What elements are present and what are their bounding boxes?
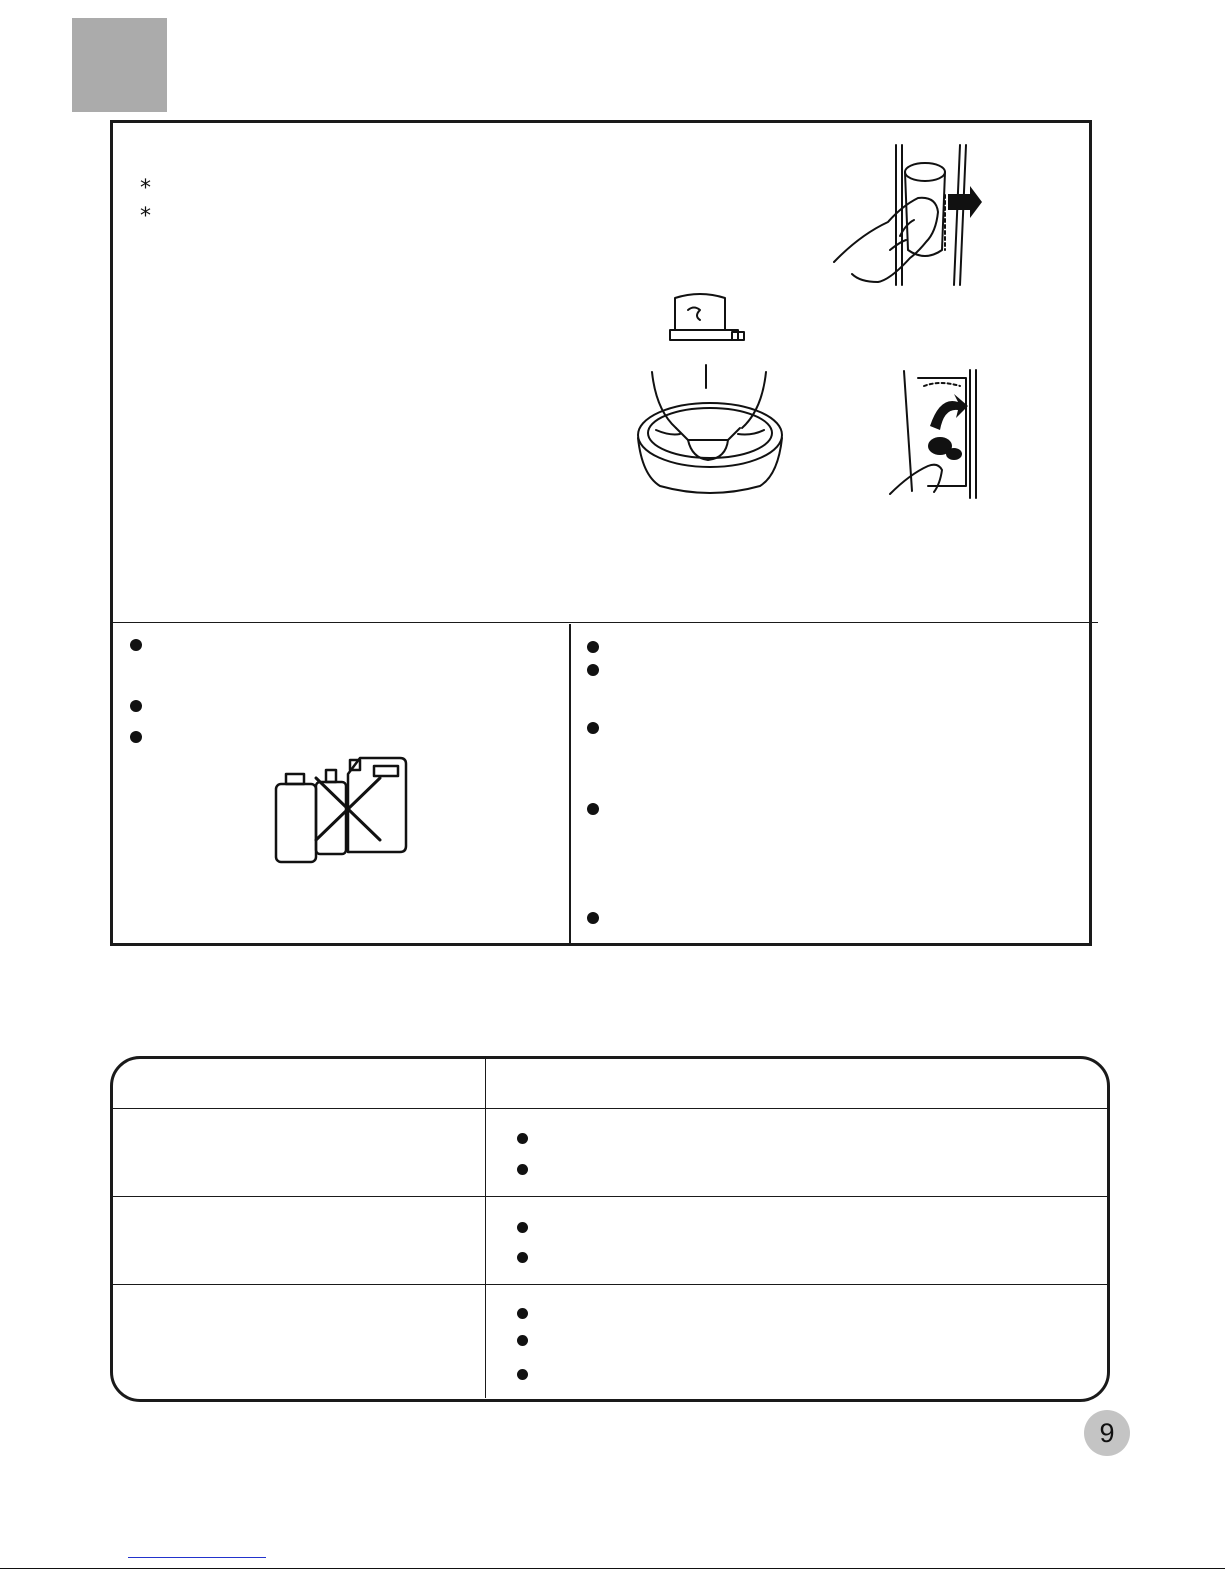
table-header-rule	[112, 1108, 1108, 1109]
right-bullet-2	[587, 664, 599, 676]
section-header-tab	[72, 18, 167, 112]
footer-link-underline[interactable]	[128, 1557, 266, 1558]
table-row-rule-2	[112, 1284, 1108, 1285]
footer-rule	[0, 1568, 1225, 1569]
right-bullet-3	[587, 722, 599, 734]
right-bullet-1	[587, 641, 599, 653]
no-chemical-solvents-icon	[268, 748, 410, 868]
table-row-3-bullet-1	[517, 1308, 528, 1319]
filter-reinstall-icon	[880, 366, 990, 506]
right-edge-mark	[1090, 720, 1092, 800]
note-marker-1: *	[140, 176, 151, 201]
table-row-3-bullet-2	[517, 1335, 528, 1346]
maintenance-box-divider	[112, 622, 1098, 623]
table-row-2-bullet-1	[517, 1222, 528, 1233]
table-row-3-bullet-3	[517, 1369, 528, 1380]
table-row-1-bullet-2	[517, 1164, 528, 1175]
left-bullet-3	[130, 731, 142, 743]
maintenance-column-divider	[569, 624, 571, 944]
right-bullet-5	[587, 912, 599, 924]
filter-removal-icon	[830, 140, 990, 290]
right-bullet-4	[587, 803, 599, 815]
left-bullet-1	[130, 639, 142, 651]
page-number: 9	[1084, 1410, 1130, 1456]
filter-washing-icon	[630, 290, 790, 510]
table-row-2-bullet-2	[517, 1252, 528, 1263]
table-row-rule-1	[112, 1196, 1108, 1197]
table-row-1-bullet-1	[517, 1133, 528, 1144]
table-column-divider	[485, 1058, 486, 1398]
note-marker-2: *	[140, 204, 151, 229]
left-bullet-2	[130, 700, 142, 712]
